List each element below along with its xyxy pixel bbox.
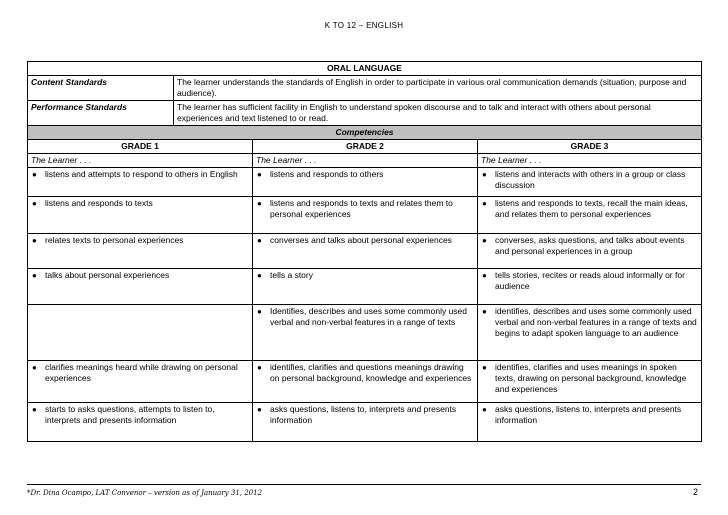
grade-2-competency-cell	[253, 269, 478, 305]
grade-3-header: GRADE 3	[478, 140, 702, 154]
competency-item	[256, 270, 474, 281]
competencies-row	[28, 126, 702, 140]
competency-text: tells a story	[270, 270, 313, 280]
grade-1-competency-cell	[28, 403, 253, 442]
competency-list	[256, 235, 474, 246]
competency-row	[28, 197, 702, 234]
competency-list	[31, 362, 249, 384]
grade-3-competency-cell	[478, 305, 702, 361]
competency-text: listens and responds to texts	[45, 198, 153, 208]
footer-divider	[27, 484, 701, 485]
competency-item	[31, 362, 249, 384]
competency-row	[28, 403, 702, 442]
content-standards-row	[28, 76, 702, 101]
competency-text: talks about personal experiences	[45, 270, 170, 280]
competency-item	[31, 270, 249, 281]
grade-1-competency-cell	[28, 305, 253, 361]
bullet-icon: ●	[257, 271, 262, 280]
bullet-icon: ●	[32, 363, 37, 372]
competency-text: clarifies meanings heard while drawing on personal experiences	[45, 362, 238, 383]
grade-2-competency-cell	[253, 361, 478, 403]
curriculum-table	[27, 61, 702, 442]
footer-note: *Dr. Dina Ocampo, LAT Convenor – version as of January 31, 2012	[27, 489, 263, 497]
competency-item	[256, 404, 474, 426]
grade-3-competency-cell	[478, 168, 702, 197]
competency-list	[481, 198, 698, 220]
content-standards-text: The learner understands the standards of English in order to participate in various oral communication demands (situation, purpose and audience).	[174, 76, 702, 101]
grade-1-header: GRADE 1	[28, 140, 253, 154]
competency-list	[481, 270, 698, 292]
grade-3-competency-cell	[478, 361, 702, 403]
competency-list	[481, 306, 698, 339]
bullet-icon: ●	[32, 236, 37, 245]
grade-3-competency-cell	[478, 197, 702, 234]
bullet-icon: ●	[482, 170, 487, 179]
competency-item	[481, 270, 698, 292]
competency-list	[31, 235, 249, 246]
competency-item	[256, 362, 474, 384]
performance-standards-label: Performance Standards	[28, 101, 174, 126]
competency-list	[481, 404, 698, 426]
performance-standards-row	[28, 101, 702, 126]
grade-header-row	[28, 140, 702, 154]
page-number: 2	[692, 487, 698, 497]
grade-2-header: GRADE 2	[253, 140, 478, 154]
competency-text: identifies, clarifies and questions meanings drawing on personal background, knowledge and experiences	[270, 362, 472, 383]
competency-list	[31, 198, 249, 209]
learner-label-g2: The Learner . . .	[253, 154, 478, 168]
grade-2-competency-cell	[253, 403, 478, 442]
competency-text: starts to asks questions, attempts to listen to, interprets and presents information	[45, 404, 215, 425]
competency-text: listens and responds to others	[270, 169, 384, 179]
section-title: ORAL LANGUAGE	[28, 62, 702, 76]
section-title-row	[28, 62, 702, 76]
competency-item	[481, 235, 698, 257]
bullet-icon: ●	[257, 170, 262, 179]
grade-1-competency-cell	[28, 197, 253, 234]
competency-item	[31, 198, 249, 209]
bullet-icon: ●	[257, 405, 262, 414]
grade-1-competency-cell	[28, 168, 253, 197]
competency-item	[256, 198, 474, 220]
competency-row	[28, 269, 702, 305]
bullet-icon: ●	[257, 199, 262, 208]
grade-2-competency-cell	[253, 234, 478, 269]
grade-1-competency-cell	[28, 269, 253, 305]
competency-text: converses, asks questions, and talks about events and personal experiences in a group	[495, 235, 685, 256]
competency-list	[31, 270, 249, 281]
competency-item	[31, 169, 249, 180]
grade-3-competency-cell	[478, 269, 702, 305]
bullet-icon: ●	[482, 307, 487, 316]
competency-list	[481, 169, 698, 191]
bullet-icon: ●	[482, 236, 487, 245]
competency-list	[481, 362, 698, 395]
competency-text: identifies, describes and uses some commonly used verbal and non-verbal features in a range of texts and begins to adapt spoken language to an audience	[495, 306, 697, 338]
competency-list	[256, 198, 474, 220]
grade-1-competency-cell	[28, 361, 253, 403]
competency-text: listens and interacts with others in a group or class discussion	[495, 169, 686, 190]
competency-list	[256, 270, 474, 281]
bullet-icon: ●	[482, 405, 487, 414]
bullet-icon: ●	[32, 170, 37, 179]
competency-text: asks questions, listens to, interprets and presents information	[270, 404, 457, 425]
competency-item	[481, 198, 698, 220]
competency-text: identifies, clarifies and uses meanings in spoken texts, drawing on personal background, knowledge and experiences	[495, 362, 687, 394]
bullet-icon: ●	[32, 271, 37, 280]
competency-list	[256, 169, 474, 180]
competency-list	[256, 306, 474, 328]
competency-list	[256, 404, 474, 426]
content-standards-label: Content Standards	[28, 76, 174, 101]
competency-item	[481, 404, 698, 426]
competency-item	[31, 404, 249, 426]
grade-3-competency-cell	[478, 403, 702, 442]
competency-item	[31, 235, 249, 246]
bullet-icon: ●	[32, 405, 37, 414]
bullet-icon: ●	[32, 199, 37, 208]
competency-text: asks questions, listens to, interprets and presents information	[495, 404, 682, 425]
competency-item	[256, 169, 474, 180]
bullet-icon: ●	[257, 307, 262, 316]
competency-row	[28, 305, 702, 361]
competency-row	[28, 234, 702, 269]
competency-text: Identifies, describes and uses some commonly used verbal and non-verbal features in a range of texts	[270, 306, 468, 327]
learner-row	[28, 154, 702, 168]
bullet-icon: ●	[482, 271, 487, 280]
competency-item	[256, 306, 474, 328]
competency-text: listens and responds to texts and relates them to personal experiences	[270, 198, 453, 219]
competency-text: converses and talks about personal experiences	[270, 235, 452, 245]
competency-text: tells stories, recites or reads aloud informally or for audience	[495, 270, 685, 291]
competency-text: listens and attempts to respond to others in English	[45, 169, 238, 179]
competency-list	[481, 235, 698, 257]
grade-1-competency-cell	[28, 234, 253, 269]
bullet-icon: ●	[482, 363, 487, 372]
competency-row	[28, 361, 702, 403]
bullet-icon: ●	[257, 236, 262, 245]
competency-list	[31, 169, 249, 180]
learner-label-g3: The Learner . . .	[478, 154, 702, 168]
grade-2-competency-cell	[253, 305, 478, 361]
competency-rows	[28, 168, 702, 442]
competency-item	[481, 169, 698, 191]
competency-list	[256, 362, 474, 384]
competencies-label: Competencies	[28, 126, 702, 140]
competency-item	[481, 362, 698, 395]
grade-2-competency-cell	[253, 197, 478, 234]
competency-row	[28, 168, 702, 197]
performance-standards-text: The learner has sufficient facility in English to understand spoken discourse and to talk and interact with others about personal experiences and text listened to or read.	[174, 101, 702, 126]
bullet-icon: ●	[482, 199, 487, 208]
grade-2-competency-cell	[253, 168, 478, 197]
competency-text: relates texts to personal experiences	[45, 235, 184, 245]
grade-3-competency-cell	[478, 234, 702, 269]
competency-list	[31, 404, 249, 426]
page-header-title: K TO 12 – ENGLISH	[324, 21, 404, 30]
competency-item	[481, 306, 698, 339]
learner-label-g1: The Learner . . .	[28, 154, 253, 168]
competency-text: listens and responds to texts, recall the main ideas, and relates them to personal experiences	[495, 198, 688, 219]
competency-item	[256, 235, 474, 246]
bullet-icon: ●	[257, 363, 262, 372]
